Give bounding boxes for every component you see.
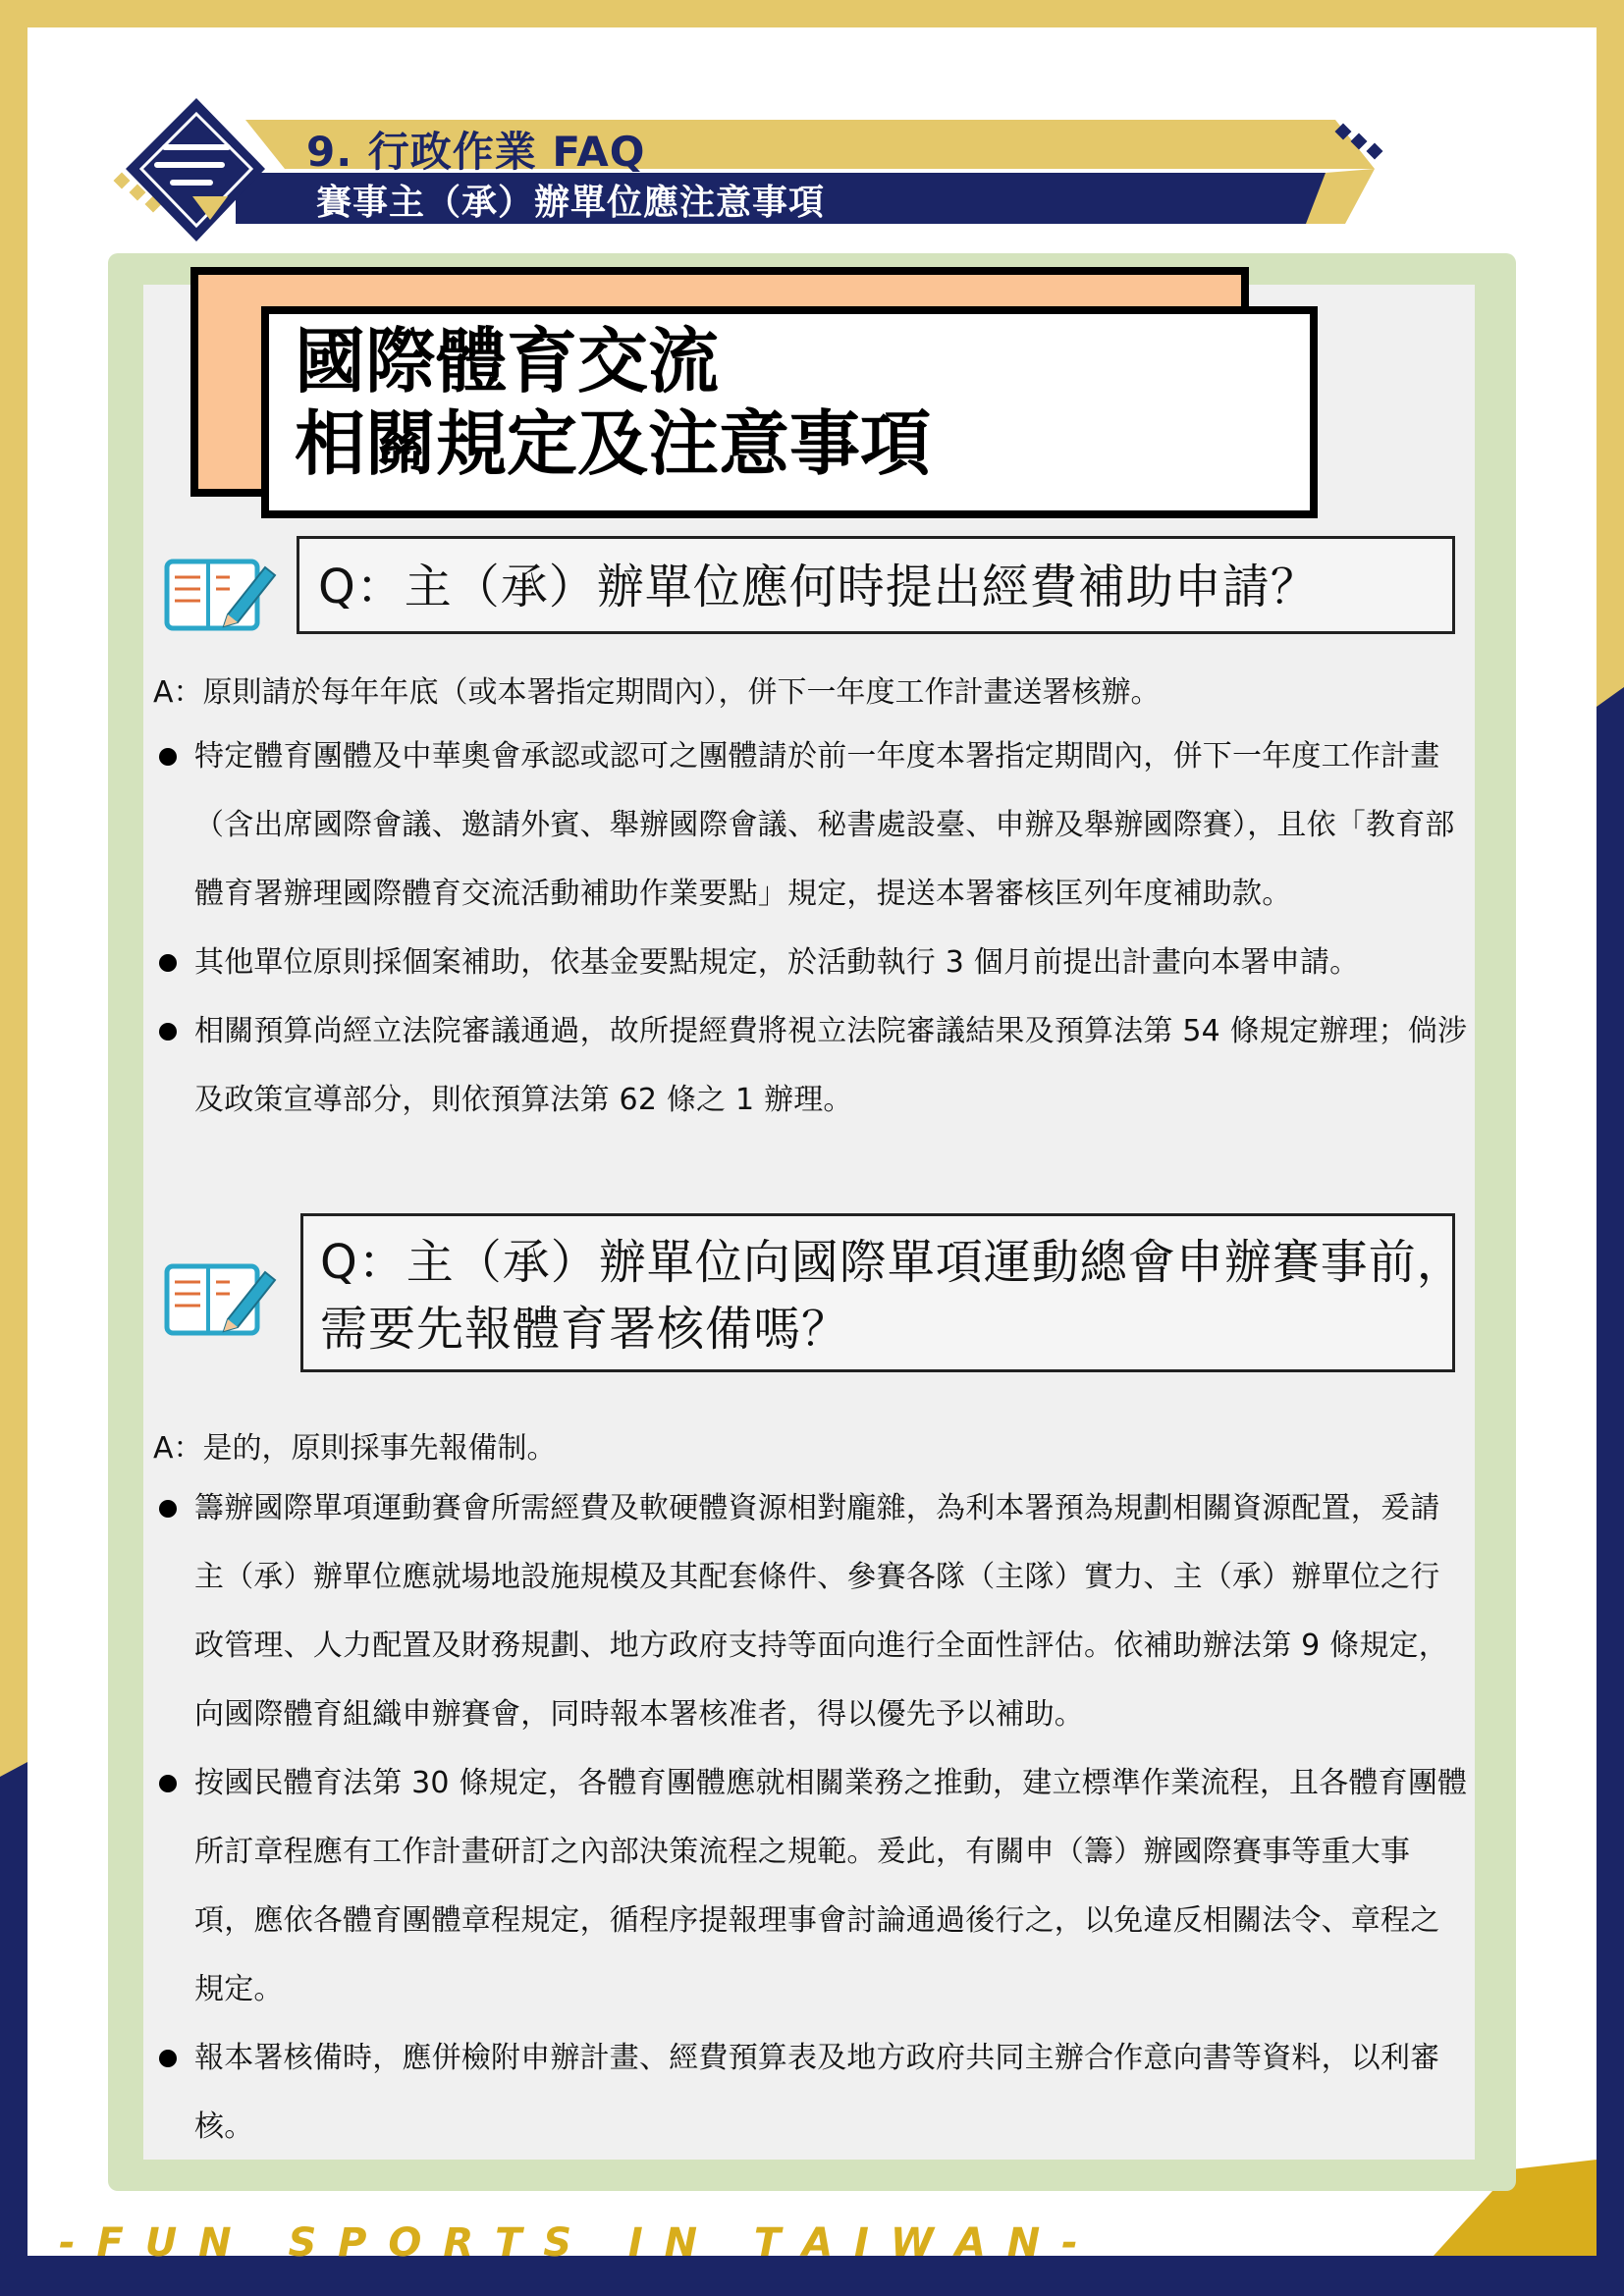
answer-2: A：是的，原則採事先報備制。 — [153, 1431, 557, 1466]
section-subtitle: 賽事主（承）辦單位應注意事項 — [316, 183, 826, 223]
page-title — [295, 320, 931, 485]
answer-1-bullets — [153, 722, 1469, 1135]
list-item: 特定體育團體及中華奧會承認或認可之團體請於前一年度本署指定期間內，併下一年度工作計畫（含出席國際會議、邀請外賓、舉辦國際會議、秘書處設臺、申辦及舉辦國際賽），且依「教育部體育署辦理國際體育交流活動補助作業要點」規定，提送本署審核匡列年度補助款。 — [153, 722, 1469, 929]
question-2-line-1: Q：主（承）辦單位向國際單項運動總會申辦賽事前， — [320, 1235, 1465, 1290]
footer-slogan: - F U N S P O R T S I N T A I W A N - — [59, 2220, 1082, 2266]
question-2-text — [320, 1229, 1465, 1362]
notebook-pencil-icon — [159, 556, 281, 634]
list-item: 籌辦國際單項運動賽會所需經費及軟硬體資源相對龐雜，為利本署預為規劃相關資源配置，爰請主（承）辦單位應就場地設施規模及其配套條件、參賽各隊（主隊）實力、主（承）辦單位之行政管理、人力配置及財務規劃、地方政府支持等面向進行全面性評估。依補助辦法第 9 條規定，向國際體育組織申辦賽會，同時報本署核准者，得以優先予以補助。 — [153, 1474, 1469, 1749]
list-item: 按國民體育法第 30 條規定，各體育團體應就相關業務之推動，建立標準作業流程，且各體育團體所訂章程應有工作計畫研訂之內部決策流程之規範。爰此，有關申（籌）辦國際賽事等重大事項，應依各體育團體章程規定，循程序提報理事會討論通過後行之，以免違反相關法令、章程之規定。 — [153, 1749, 1469, 2024]
notebook-pencil-icon — [159, 1260, 281, 1339]
question-1-text: Q：主（承）辦單位應何時提出經費補助申請？ — [318, 560, 1319, 614]
question-2-line-2: 需要先報體育署核備嗎？ — [320, 1302, 850, 1357]
list-item: 其他單位原則採個案補助，依基金要點規定，於活動執行 3 個月前提出計畫向本署申請。 — [153, 929, 1469, 997]
section-title: 9. 行政作業 FAQ — [306, 128, 646, 176]
answer-1: A：原則請於每年年底（或本署指定期間內），併下一年度工作計畫送署核辦。 — [153, 675, 1161, 710]
list-item: 相關預算尚經立法院審議通過，故所提經費將視立法院審議結果及預算法第 54 條規定辦理；倘涉及政策宣導部分，則依預算法第 62 條之 1 辦理。 — [153, 997, 1469, 1135]
list-item: 報本署核備時，應併檢附申辦計畫、經費預算表及地方政府共同主辦合作意向書等資料，以利審核。 — [153, 2024, 1469, 2162]
page-title-line-1: 國際體育交流 — [295, 320, 720, 402]
page-title-line-2: 相關規定及注意事項 — [295, 402, 932, 485]
answer-2-bullets — [153, 1474, 1469, 2162]
